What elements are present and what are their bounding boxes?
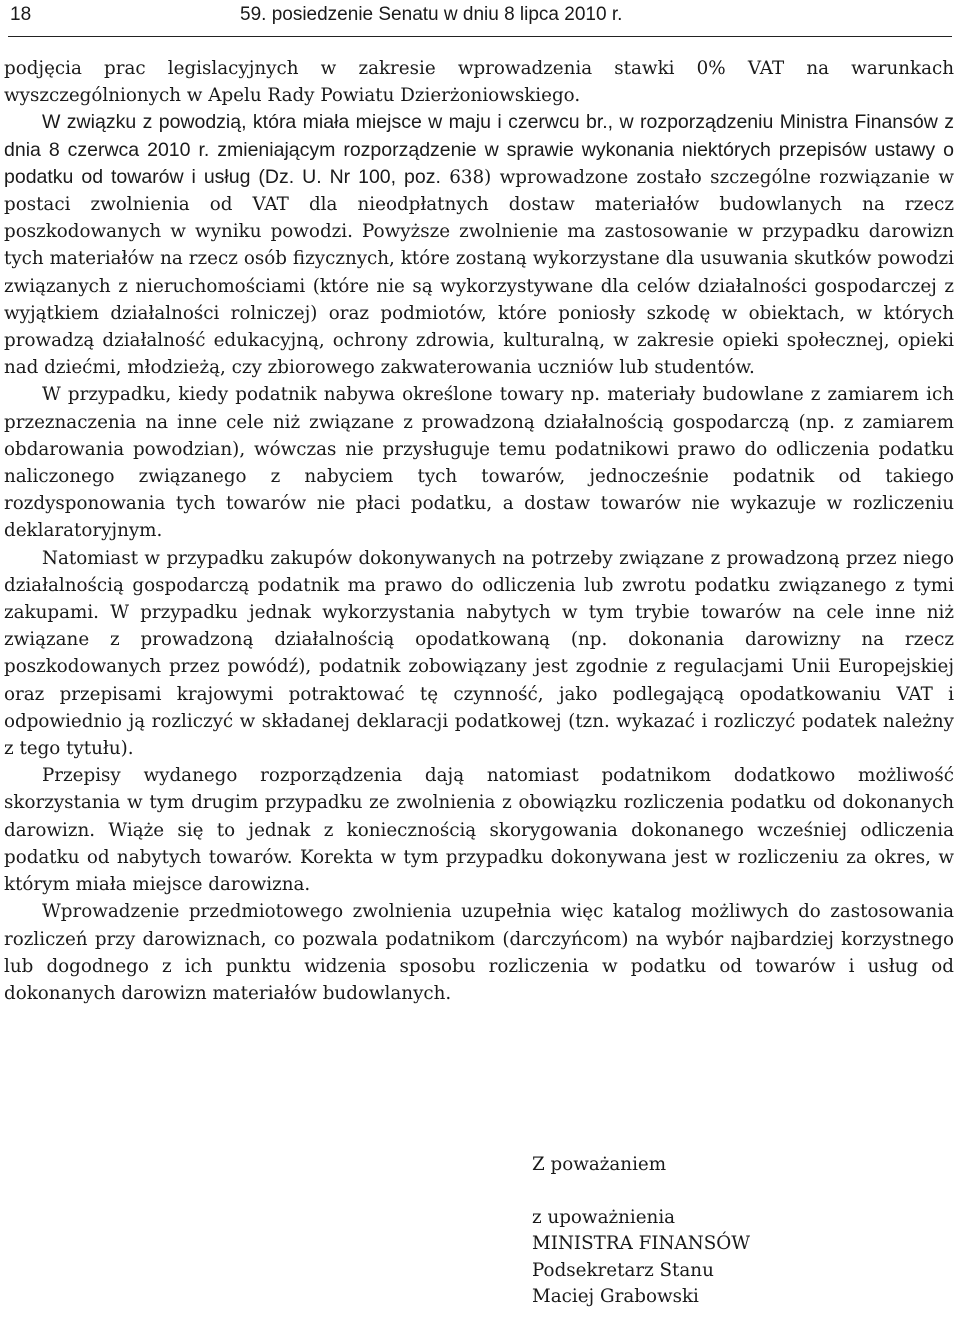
signature-block xyxy=(532,1152,750,1311)
paragraph-text: 638) wprowadzone zostało szczególne rozwiązanie w postaci zwolnienia od VAT dla nieodpłatnych dostaw materiałów budowlanych na rzecz poszkodowanych w wyniku powodzi. Powyższe zwolnienie ma zastosowanie w przypadku darowizn tych materiałów na rzecz osób fizycznych, które zostaną wykorzystane dla usuwania skutków powodzi związanych z nieruchomościami (które nie są wykorzystywane dla celów działalności gospodarczej z wyjątkiem działalności rolniczej) oraz podmiotów, które poniosły szkodę w obiektach, w których prowadzą działalność edukacyjną, ochrony zdrowia, kulturalną, w zakresie opieki społecznej, opieki nad dziećmi, młodzieżą, czy zbiorowego zakwaterowania uczniów lub studentów. xyxy=(4,166,954,379)
paragraph xyxy=(4,762,954,898)
paragraph-text: podjęcia prac legislacyjnych w zakresie wprowadzenia stawki 0% VAT na warunkach wyszczególnionych w Apelu Rady Powiatu Dzierżoniowskiego. xyxy=(4,58,954,107)
paragraph xyxy=(4,381,954,544)
closing-phrase: Z poważaniem xyxy=(532,1154,667,1175)
signature-line: Podsekretarz Stanu xyxy=(532,1259,714,1281)
paragraph-text: W przypadku, kiedy podatnik nabywa określone towary np. materiały budowlane z zamiarem ich przeznaczenia na inne cele niż związane z prowadzoną działalnością gospodarczą (np. z zamiarem obdarowania powodzian), wówczas nie przysługuje temu podatnikowi prawo do odliczenia podatku naliczonego związanego z nabyciem tych towarów, jednocześnie podatnik od takiego rozdysponowania tych towarów nie płaci podatku, a dostaw towarów nie wykazuje w rozliczeniu deklaratoryjnym. xyxy=(4,384,954,542)
signature-line: MINISTRA FINANSÓW xyxy=(532,1233,751,1255)
paragraph xyxy=(4,545,954,763)
signatory-name: Maciej Grabowski xyxy=(532,1286,699,1308)
running-title: 59. posiedzenie Senatu w dniu 8 lipca 2010 r. xyxy=(240,4,623,25)
paragraph-text: Wprowadzenie przedmiotowego zwolnienia uzupełnia więc katalog możliwych do zastosowania rozliczeń przy darowiznach, co pozwala podatnikom (darczyńcom) na wybór najbardziej korzystnego lub dogodnego z ich punktu widzenia sposobu rozliczenia w podatku od towarów i usług od dokonanych darowizn materiałów budowlanych. xyxy=(4,901,954,1004)
paragraph-sans-text: W związku z powodzią, która miała miejsce w maju i czerwcu br., w rozporządzeniu Ministra Finansów z dnia 8 czerwca 2010 r. zmieniającym rozporządzenie w sprawie wykonania niektórych przepisów ustawy o podatku od towarów i usług (Dz. U. Nr 100, poz. xyxy=(4,111,954,188)
paragraph-text: Przepisy wydanego rozporządzenia dają natomiast podatnikom dodatkowo możliwość skorzystania w tym drugim przypadku ze zwolnienia z obowiązku rozliczenia podatku od dokonanych darowizn. Wiąże się to jednak z koniecznością skorygowania dokonanego wcześniej odliczenia podatku od nabytych towarów. Korekta w tym przypadku dokonywana jest w rozliczeniu za okres, w którym miała miejsce darowizna. xyxy=(4,765,954,896)
paragraph-text: Natomiast w przypadku zakupów dokonywanych na potrzeby związane z prowadzoną przez niego działalnością gospodarczą podatnik ma prawo do odliczenia lub zwrotu podatku związanego z tymi zakupami. W przypadku jednak wykorzystania nabytych w tym trybie towarów na cele inne niż związane z prowadzoną działalnością opodatkowaną (np. dokonania darowizny na rzecz poszkodowanych przez powódź), podatnik zobowiązany jest zgodnie z regulacjami Unii Europejskiej oraz przepisami krajowymi potraktować tę czynność, jako podlegającą opodatkowaniu VAT i odpowiednio ją rozliczyć w składanej deklaracji podatkowej (tzn. wykazać i rozliczyć podatek należny z tego tytułu). xyxy=(4,547,954,760)
page-number: 18 xyxy=(10,4,32,25)
document-body xyxy=(4,55,954,1007)
paragraph xyxy=(4,109,954,381)
page-header xyxy=(8,0,952,37)
paragraph xyxy=(4,898,954,1007)
signature-line: z upoważnienia xyxy=(532,1206,676,1228)
paragraph xyxy=(4,55,954,109)
